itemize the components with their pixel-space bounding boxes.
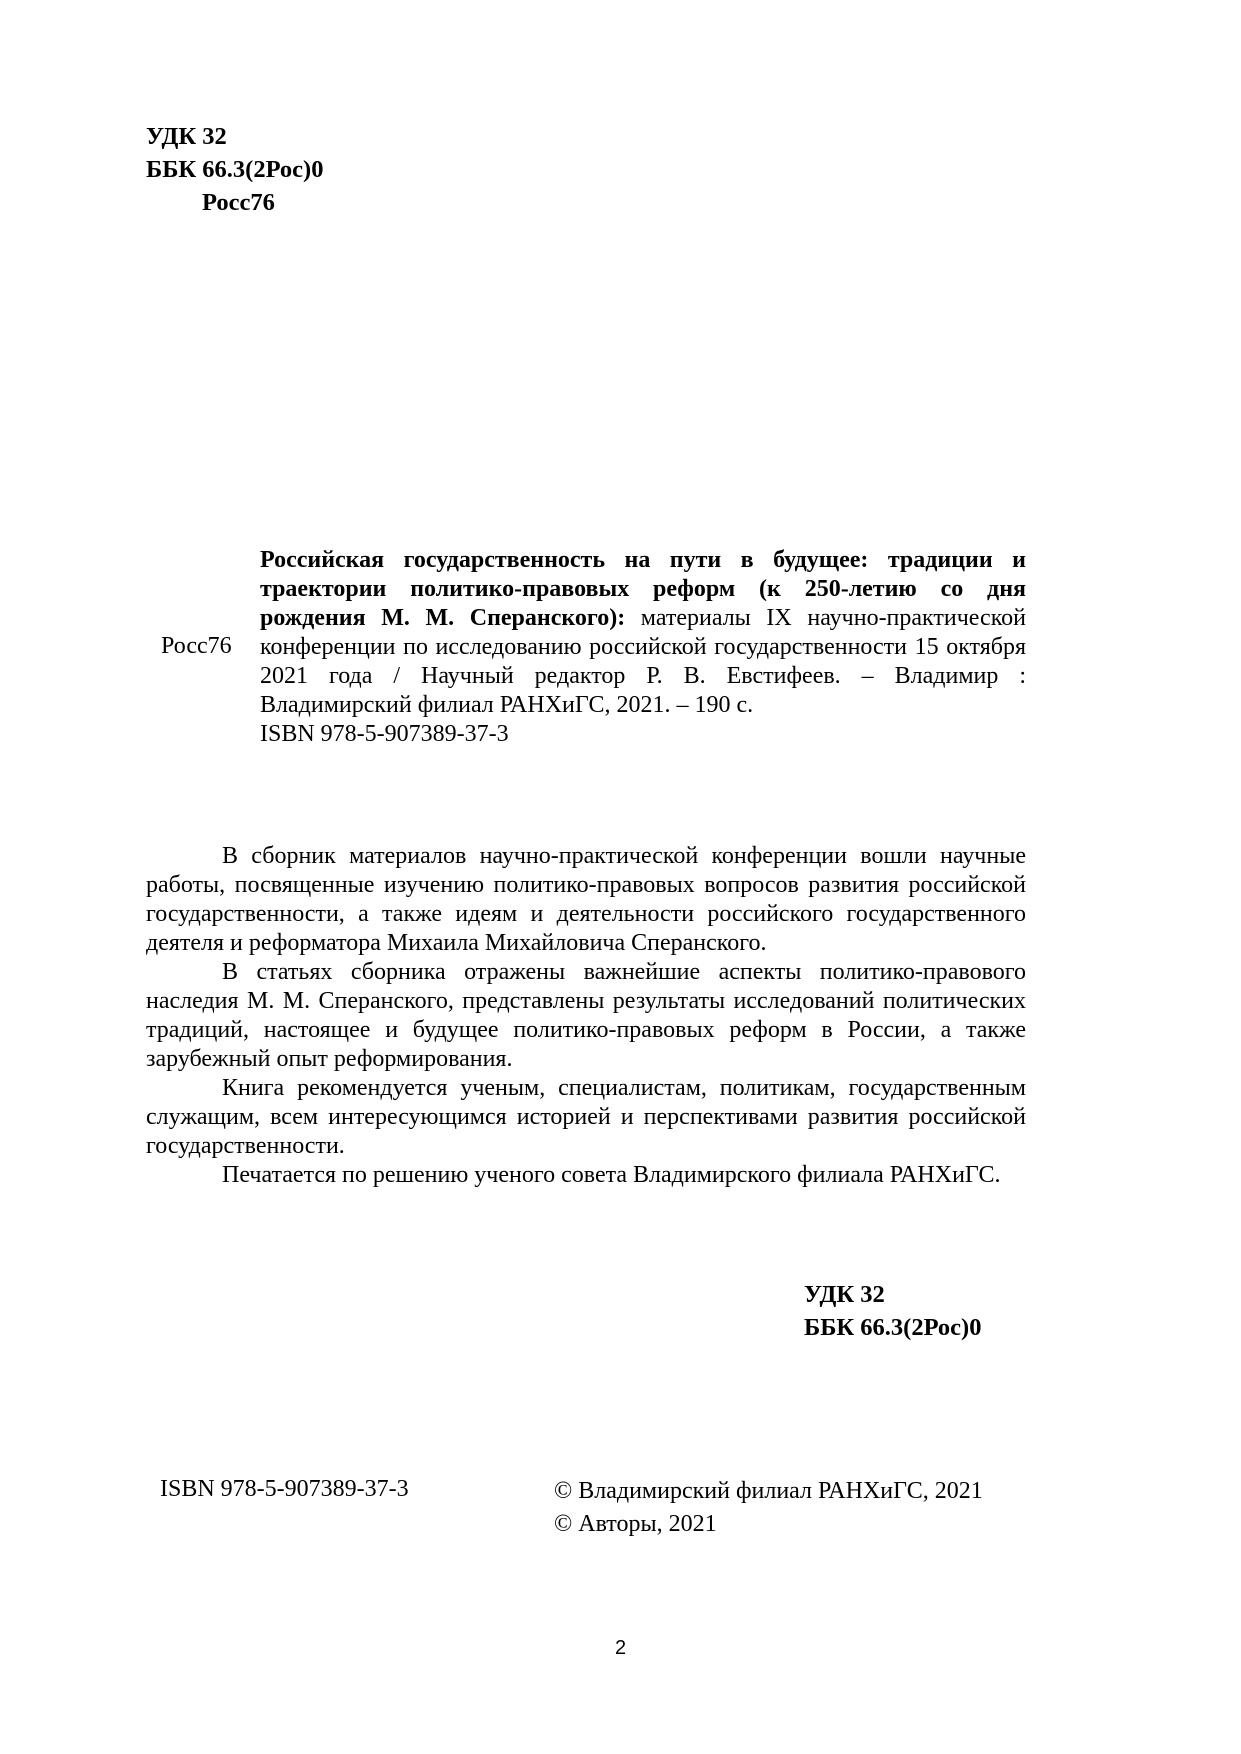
classification-codes-top	[146, 120, 323, 219]
copyright-authors: © Авторы, 2021	[554, 1511, 717, 1537]
publication-title: Российская государственность на пути в будущее: традиции и траектории политико-правовых реформ (к 250-летию со дня рождения М. М. Сперанского):	[260, 547, 1026, 631]
abstract-paragraph: Печатается по решению ученого совета Владимирского филиала РАНХиГС.	[222, 1162, 1001, 1188]
page-number: 2	[614, 1637, 627, 1659]
abstract-paragraph: В сборник материалов научно-практической конференции вошли научные работы, посвященные изучению политико-правовых вопросов развития российской государственности, а также идеям и деятельности российского государственного деятеля и реформатора Михаила Михайловича Сперанского.	[146, 843, 1026, 956]
bibliographic-isbn: ISBN 978-5-907389-37-3	[260, 721, 509, 747]
bbk-code-bottom: ББК 66.3(2Рос)0	[804, 1314, 982, 1341]
imprint-isbn: ISBN 978-5-907389-37-3	[160, 1476, 409, 1502]
udk-code: УДК 32	[146, 123, 227, 150]
abstract-paragraph: В статьях сборника отражены важнейшие аспекты политико-правового наследия М. М. Сперанского, представлены результаты исследований политических традиций, настоящее и будущее политико-правовых реформ в России, а также зарубежный опыт реформирования.	[146, 959, 1026, 1072]
publication-details: материалы IX научно-практической конференции по исследованию российской государственности 15 октября 2021 года / Научный редактор Р. В. Евстифеев. – Владимир : Владимирский филиал РАНХиГС, 2021. – 190 с.	[260, 605, 1026, 718]
udk-code-bottom: УДК 32	[804, 1281, 885, 1308]
bibliographic-description	[260, 546, 1026, 749]
abstract	[146, 842, 1026, 1190]
classification-codes-bottom	[804, 1278, 981, 1344]
bbk-code: ББК 66.3(2Рос)0	[146, 156, 324, 183]
bibliographic-author-sign: Росс76	[161, 633, 232, 659]
author-sign: Росс76	[202, 189, 275, 216]
abstract-paragraph: Книга рекомендуется ученым, специалистам, политикам, государственным служащим, всем интересующимся историей и перспективами развития российской государственности.	[146, 1075, 1026, 1159]
copyright-block	[554, 1475, 983, 1541]
copyright-publisher: © Владимирский филиал РАНХиГС, 2021	[554, 1478, 983, 1504]
